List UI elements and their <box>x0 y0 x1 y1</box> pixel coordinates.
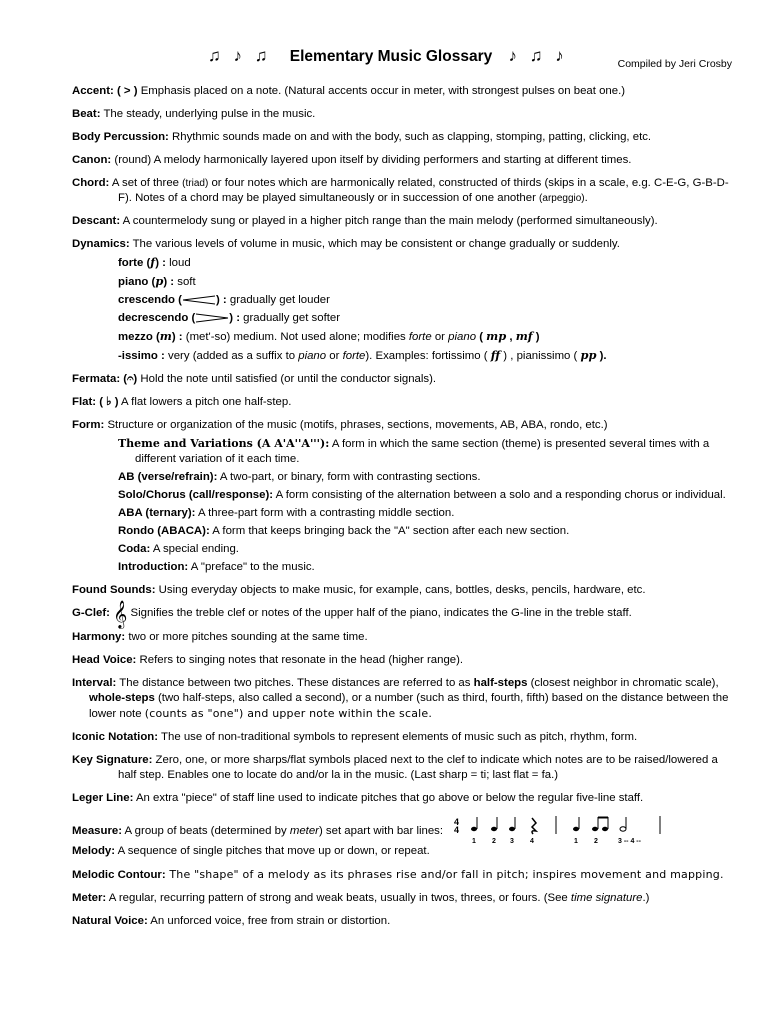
piano-word: piano <box>448 331 477 343</box>
definition: soft <box>174 276 196 288</box>
beat-count: 3 -- 4 -- <box>618 838 642 844</box>
definition: A form that keeps bringing back the "A" section after each new section. <box>209 525 570 537</box>
entry-harmony <box>72 630 732 645</box>
form-item <box>118 542 732 557</box>
term: crescendo ( <box>118 294 182 306</box>
flat-icon: ( ♭ ) <box>99 396 119 408</box>
definition: (two half-steps, also called a second), or a number (such as third, fourth, fifth) based on the distance between the lower note <box>89 692 729 720</box>
term: Introduction: <box>118 561 189 573</box>
term: Dynamics: <box>72 238 130 250</box>
term: Head Voice: <box>72 654 137 666</box>
entry-descant <box>72 214 732 229</box>
definition: gradually get softer <box>240 312 341 324</box>
term: G-Clef: <box>72 607 110 619</box>
music-notes-icon: ♪ ♫ ♪ <box>508 46 568 65</box>
term: forte ( <box>118 257 151 269</box>
ff-symbol: ff <box>490 348 501 362</box>
definition: Zero, one, or more sharps/flat symbols placed next to the clef to indicate which notes are to be raised/lowered a half step. Enables one to locate do and/or la in the music. (Last sharp = ti; last flat = fa.) <box>118 754 718 781</box>
definition: (counts as "one") and upper note within the scale. <box>144 707 433 720</box>
definition: ) <box>532 331 540 343</box>
definition: A flat lowers a pitch one half-step. <box>118 396 292 408</box>
treble-clef-icon: 𝄞 <box>113 600 128 628</box>
definition: or <box>326 350 343 362</box>
forte-word: forte <box>408 331 432 343</box>
entry-form <box>72 418 732 575</box>
definition: The use of non-traditional symbols to represent elements of music such as pitch, rhythm, form. <box>158 731 638 743</box>
term: Flat: <box>72 396 97 408</box>
definition: Structure or organization of the music (motifs, phrases, sections, movements, AB, ABA, rondo, etc.) <box>104 419 608 431</box>
definition: A set of three <box>109 177 183 189</box>
term: Theme and Variations (A A'A''A'''): <box>118 437 330 450</box>
definition: Refers to singing notes that resonate in the head (higher range). <box>136 654 464 666</box>
term: -issimo : <box>118 350 165 362</box>
crescendo-hairpin-icon <box>182 295 216 305</box>
beat-count: 3 <box>510 838 515 844</box>
term: decrescendo ( <box>118 312 196 324</box>
dynamics-forte <box>118 255 732 271</box>
dynamics-mezzo <box>118 329 732 345</box>
term: Measure: <box>72 825 123 837</box>
decrescendo-hairpin-icon <box>195 313 229 323</box>
term: Found Sounds: <box>72 584 156 596</box>
title-line <box>208 48 568 64</box>
definition: gradually get louder <box>226 294 330 306</box>
definition: ) set apart with bar lines: <box>318 825 444 837</box>
entry-body-percussion <box>72 130 732 145</box>
entry-leger-line <box>72 791 732 806</box>
term: mezzo ( <box>118 331 160 343</box>
definition: (round) A melody harmonically layered upon itself by dividing performers and starting at different times. <box>111 154 632 166</box>
dynamics-list <box>118 255 732 364</box>
beat-count: 2 <box>594 838 599 844</box>
fermata-icon: (𝄐) <box>123 373 138 385</box>
definition: A three-part form with a contrasting middle section. <box>195 507 455 519</box>
form-list <box>118 436 732 575</box>
term: ) : <box>163 276 175 288</box>
piano-symbol: p <box>155 274 164 288</box>
entry-meter <box>72 891 732 906</box>
half-steps: half-steps <box>473 677 528 689</box>
entry-g-clef <box>72 600 732 628</box>
definition: The distance between two pitches. These distances are referred to as <box>116 677 474 689</box>
time-signature-bottom: 4 <box>454 825 460 835</box>
term: Natural Voice: <box>72 915 148 927</box>
definition: . <box>584 192 588 204</box>
term: Descant: <box>72 215 121 227</box>
arpeggio-note: (arpeggio) <box>539 193 585 204</box>
beat-count: 2 <box>492 838 497 844</box>
term: Fermata: <box>72 373 121 385</box>
form-item <box>118 506 732 521</box>
entry-head-voice <box>72 653 732 668</box>
definition: The various levels of volume in music, which may be consistent or change gradually or suddenly. <box>129 238 620 250</box>
whole-steps: whole-steps <box>89 692 155 704</box>
entry-melody <box>72 844 732 859</box>
quarter-rest-icon <box>532 818 536 834</box>
compiled-by: Compiled by Jeri Crosby <box>617 58 732 70</box>
term: Coda: <box>118 543 151 555</box>
term: ) : <box>215 294 227 306</box>
definition: A form consisting of the alternation between a solo and a responding chorus or individual. <box>273 489 726 501</box>
definition: An unforced voice, free from strain or distortion. <box>147 915 391 927</box>
entry-accent <box>72 84 732 99</box>
term: Melodic Contour: <box>72 869 166 881</box>
entry-key-signature <box>72 753 732 783</box>
half-note-icon <box>620 817 626 831</box>
definition: A "preface" to the music. <box>188 561 315 573</box>
time-signature-word: time signature <box>570 892 643 904</box>
dynamics-crescendo <box>118 293 732 308</box>
page-title: Elementary Music Glossary <box>289 48 493 65</box>
meter-word: meter <box>289 825 319 837</box>
accent-symbol: ( > ) <box>116 85 138 97</box>
definition: ( <box>476 331 487 343</box>
forte-symbol: f <box>150 255 156 269</box>
definition: A two-part, or binary, form with contrasting sections. <box>217 471 481 483</box>
term: ) : <box>155 257 166 269</box>
quarter-note-icon <box>491 817 497 831</box>
definition: (closest neighbor in chromatic scale), <box>527 677 719 689</box>
definition: very (added as a suffix to <box>164 350 299 362</box>
definition: The steady, underlying pulse in the music. <box>100 108 316 120</box>
entry-natural-voice <box>72 914 732 929</box>
form-item <box>118 436 732 467</box>
definition: Signifies the treble clef or notes of the upper half of the piano, indicates the G-line in the treble staff. <box>127 607 632 619</box>
term: Leger Line: <box>72 792 134 804</box>
definition: or <box>431 331 449 343</box>
definition: A sequence of single pitches that move up or down, or repeat. <box>115 845 430 857</box>
term: Interval: <box>72 677 117 689</box>
glossary-page <box>72 48 732 937</box>
term: Iconic Notation: <box>72 731 159 743</box>
term: ABA (ternary): <box>118 507 196 519</box>
definition: Hold the note until satisfied (or until the conductor signals). <box>137 373 437 385</box>
quarter-note-icon <box>471 817 477 831</box>
mf-symbol: mf <box>515 329 533 343</box>
definition: or four notes which are harmonically related, constructed of thirds (skips in a scale, e.g. C-E-G, G-B-D-F). Notes of a chord may be played simultaneously or in succession of one another <box>118 177 729 204</box>
definition: Rhythmic sounds made on and with the body, such as clapping, stomping, patting, clicking, etc. <box>168 131 652 143</box>
form-item <box>118 470 732 485</box>
form-item <box>118 524 732 539</box>
definition: ). Examples: fortissimo ( <box>365 350 491 362</box>
definition: A form in which the same section (theme) is presented several times with a different variation of it each time. <box>135 438 710 465</box>
definition: Emphasis placed on a note. (Natural accents occur in meter, with strongest pulses on beat one.) <box>137 85 626 97</box>
definition: loud <box>165 257 191 269</box>
music-notes-icon: ♫ ♪ ♫ <box>208 46 272 65</box>
entry-dynamics <box>72 237 732 364</box>
definition: A regular, recurring pattern of strong and weak beats, usually in twos, threes, or fours. (See <box>106 892 571 904</box>
definition: A countermelody sung or played in a higher pitch range than the main melody (performed simultaneously). <box>120 215 658 227</box>
term: AB (verse/refrain): <box>118 471 218 483</box>
dynamics-decrescendo <box>118 311 732 326</box>
term: Key Signature: <box>72 754 153 766</box>
term: Rondo (ABACA): <box>118 525 210 537</box>
form-item <box>118 488 732 503</box>
definition: ) , pianissimo ( <box>500 350 581 362</box>
entry-beat <box>72 107 732 122</box>
definition: A group of beats (determined by <box>122 825 290 837</box>
term: Solo/Chorus (call/response): <box>118 489 274 501</box>
definition: An extra "piece" of staff line used to indicate pitches that go above or below the regular five-line staff. <box>133 792 644 804</box>
entry-found-sounds <box>72 583 732 598</box>
pp-symbol: pp <box>580 348 597 362</box>
term: Melody: <box>72 845 116 857</box>
entry-fermata <box>72 372 732 387</box>
beat-count: 4 <box>530 838 535 844</box>
definition: two or more pitches sounding at the same time. <box>125 631 368 643</box>
quarter-note-icon <box>573 817 579 831</box>
definition: ). <box>596 350 607 362</box>
mp-symbol: mp <box>486 329 507 343</box>
quarter-note-icon <box>509 817 515 831</box>
term: Beat: <box>72 108 101 120</box>
entry-canon <box>72 153 732 168</box>
entry-chord <box>72 176 732 206</box>
mezzo-symbol: m <box>159 329 172 343</box>
dynamics-issimo <box>118 348 732 364</box>
term: Canon: <box>72 154 112 166</box>
definition: .) <box>642 892 650 904</box>
dynamics-piano <box>118 274 732 290</box>
definition: A special ending. <box>150 543 239 555</box>
form-item <box>118 560 732 575</box>
forte-word: forte <box>342 350 366 362</box>
definition: The "shape" of a melody as its phrases rise and/or fall in pitch; inspires movement and mapping. <box>165 868 724 881</box>
term: Chord: <box>72 177 110 189</box>
piano-word: piano <box>298 350 327 362</box>
term: Harmony: <box>72 631 126 643</box>
header <box>72 48 732 74</box>
time-signature-top: 4 <box>454 817 460 827</box>
definition: Using everyday objects to make music, for example, cans, bottles, desks, pencils, hardware, etc. <box>155 584 646 596</box>
measure-notation-figure <box>450 814 680 844</box>
entry-melodic-contour <box>72 867 732 883</box>
definition: (met'-so) medium. Not used alone; modifies <box>182 331 409 343</box>
term: ) : <box>229 312 240 324</box>
term: Body Percussion: <box>72 131 169 143</box>
entry-measure <box>72 814 732 844</box>
term: Meter: <box>72 892 107 904</box>
term: Accent: <box>72 85 114 97</box>
triad-note: (triad) <box>182 178 209 189</box>
term: piano ( <box>118 276 156 288</box>
term: ) : <box>171 331 183 343</box>
eighth-notes-icon <box>592 817 608 831</box>
beat-count: 1 <box>472 838 477 844</box>
term: Form: <box>72 419 105 431</box>
entry-flat <box>72 395 732 410</box>
beat-count: 1 <box>574 838 579 844</box>
entry-interval <box>72 676 732 722</box>
definition: , <box>506 331 516 343</box>
entry-iconic-notation <box>72 730 732 745</box>
